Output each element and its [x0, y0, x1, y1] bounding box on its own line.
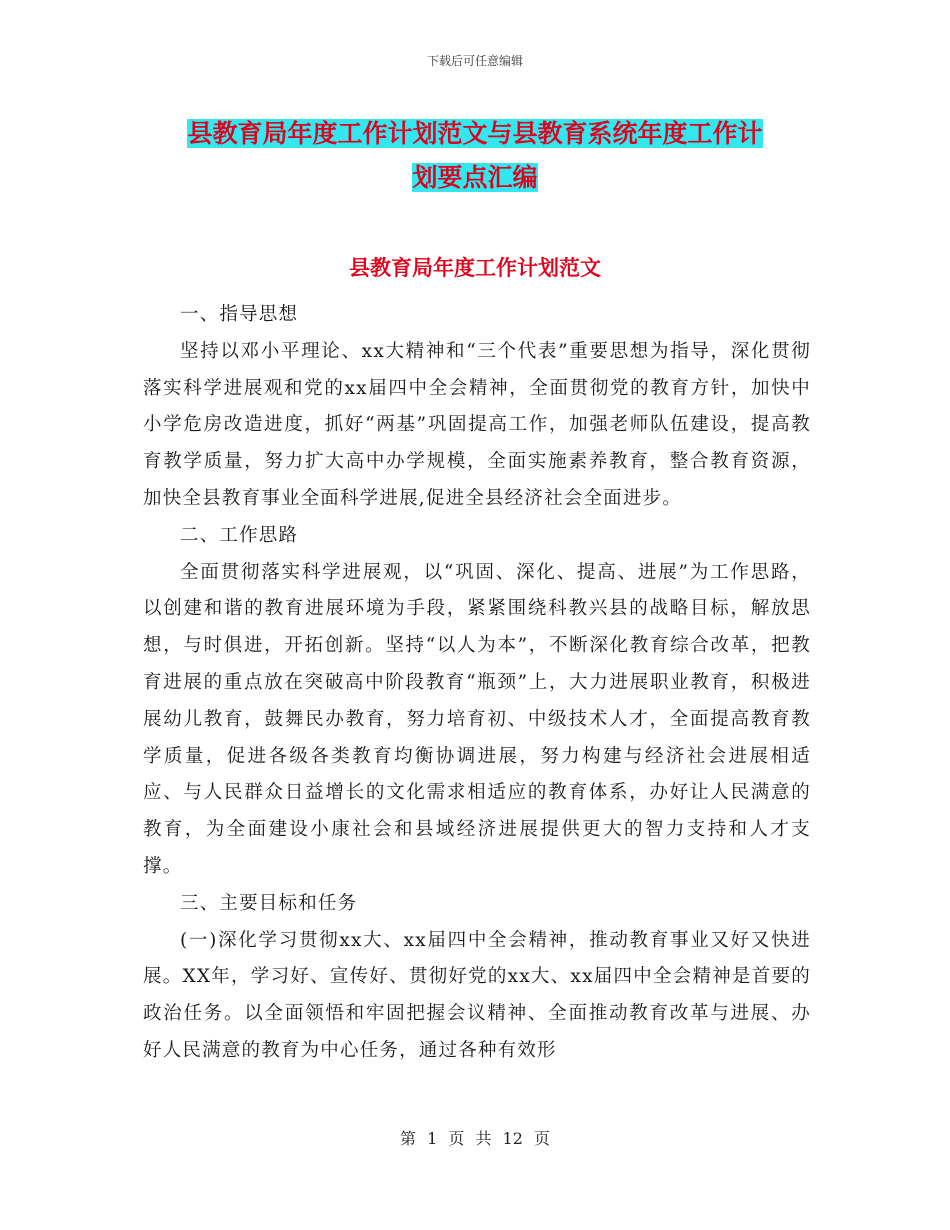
- paragraph-guiding-thought: 坚持以邓小平理论、xx大精神和“三个代表”重要思想为指导，深化贯彻落实科学进展观和党的xx届四中全会精神，全面贯彻党的教育方针，加快中小学危房改造进度，抓好“两基”巩固提高工作，加强老师队伍建设，提高教育教学质量，努力扩大高中办学规模，全面实施素养教育，整合教育资源，加快全县教育事业全面科学进展,促进全县经济社会全面进步。: [143, 340, 811, 509]
- page-number-footer: 第 1 页 共 12 页: [400, 1129, 550, 1148]
- paragraph-goals-tasks: (一)深化学习贯彻xx大、xx届四中全会精神，推动教育事业又好又快进展。XX年，学习好、宣传好、贯彻好党的xx大、xx届四中全会精神是首要的政治任务。以全面领悟和牢固把握会议精神、全面推动教育改革与进展、办好人民满意的教育为中心任务，通过各种有效形: [143, 929, 811, 1061]
- main-title-line-1: 县教育局年度工作计划范文与县教育系统年度工作计: [187, 119, 763, 148]
- section-heading-work-approach: 二、工作思路: [180, 524, 299, 546]
- document-main-title: [140, 112, 810, 200]
- header-note: 下载后可任意编辑: [426, 54, 523, 68]
- document-body: [143, 297, 811, 1070]
- section-heading-goals-tasks: 三、主要目标和任务: [180, 892, 358, 914]
- paragraph-work-approach: 全面贯彻落实科学进展观，以“巩固、深化、提高、进展”为工作思路，以创建和谐的教育进展环境为手段，紧紧围绕科教兴县的战略目标，解放思想，与时俱进，开拓创新。坚持“以人为本”，不断深化教育综合改革，把教育进展的重点放在突破高中阶段教育“瓶颈”上，大力进展职业教育，积极进展幼儿教育，鼓舞民办教育，努力培育初、中级技术人才，全面提高教育教学质量，促进各级各类教育均衡协调进展，努力构建与经济社会进展相适应、与人民群众日益增长的文化需求相适应的教育体系，办好让人民满意的教育，为全面建设小康社会和县域经济进展提供更大的智力支持和人才支撑。: [143, 561, 811, 877]
- section-heading-guiding-thought: 一、指导思想: [180, 304, 299, 325]
- main-title-line-2: 划要点汇编: [412, 163, 538, 192]
- document-sub-title: 县教育局年度工作计划范文: [349, 255, 601, 280]
